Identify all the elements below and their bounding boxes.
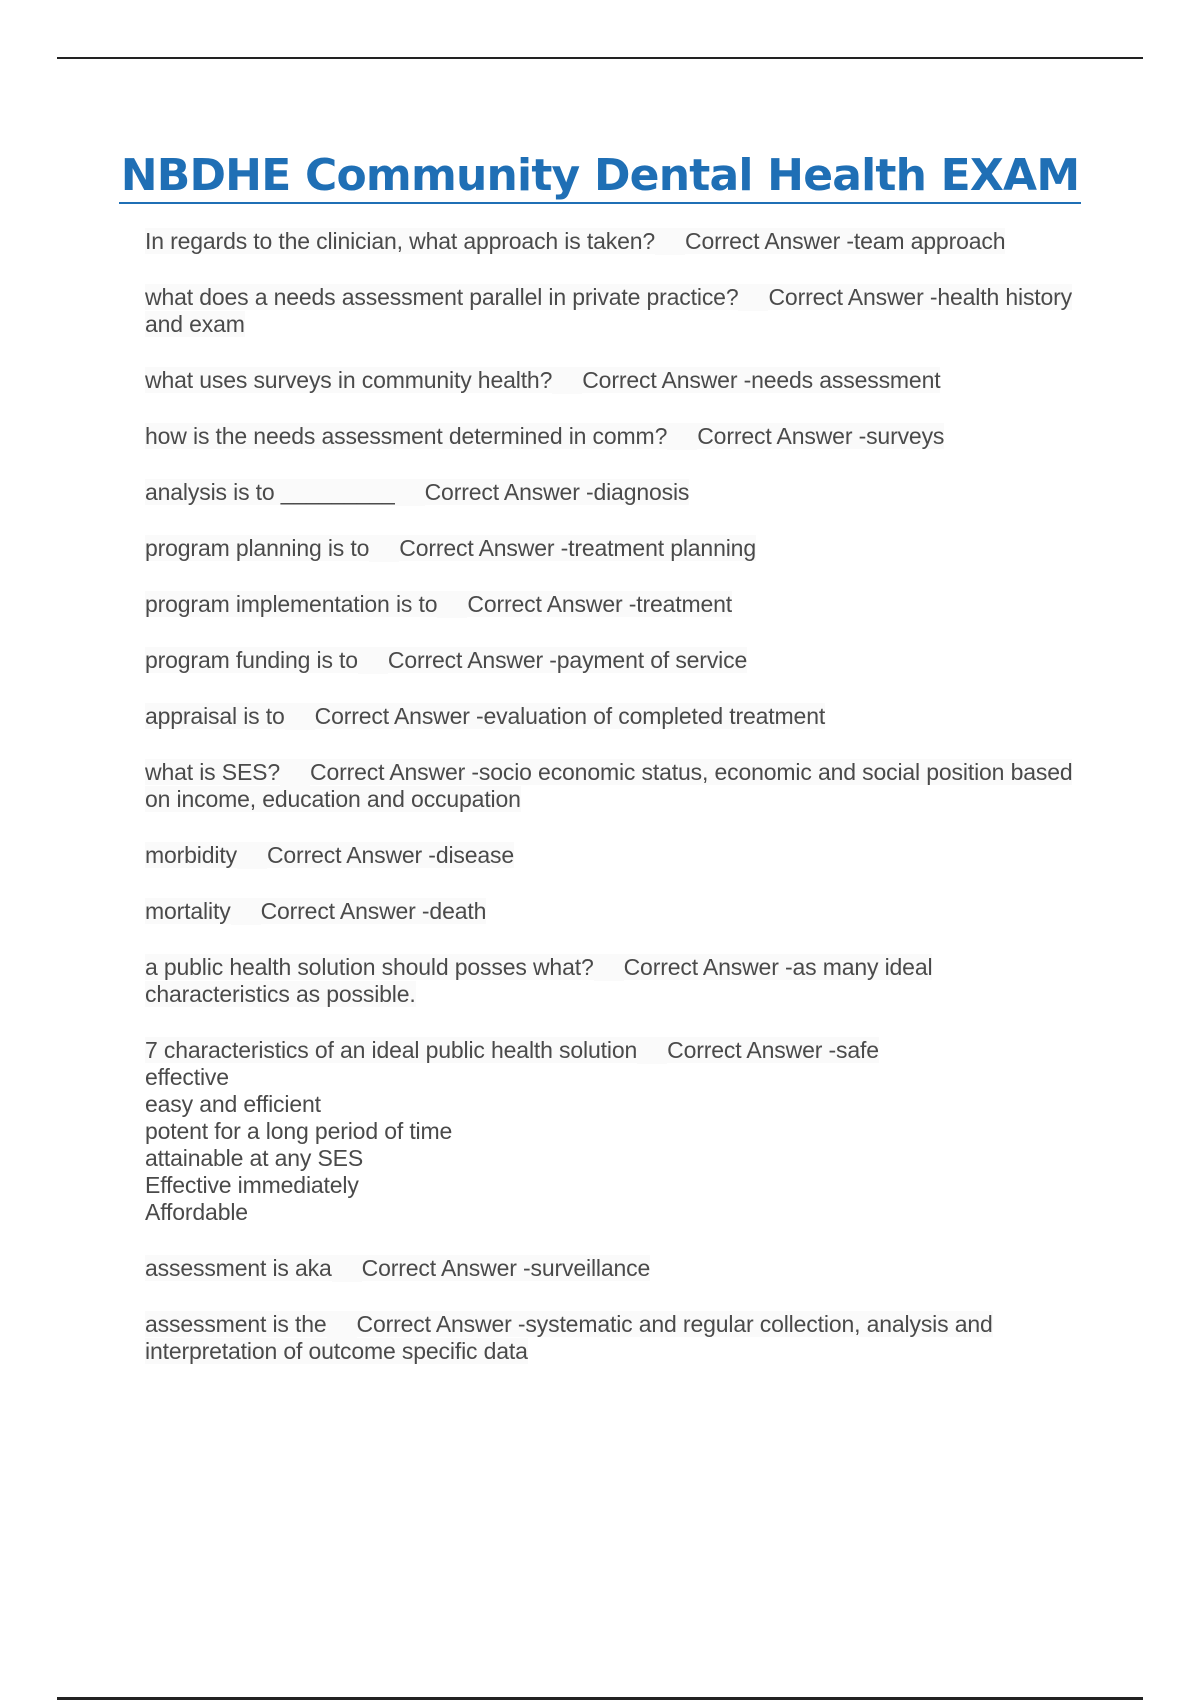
answer-text: Correct Answer -disease: [266, 842, 515, 868]
qa-item: [145, 647, 1075, 674]
answer-separator: [285, 703, 315, 730]
answer-separator: [594, 954, 624, 981]
qa-item: [145, 423, 1075, 450]
answer-separator: [437, 591, 467, 618]
qa-item: [145, 479, 1075, 506]
question-text: In regards to the clinician, what approach is taken?: [145, 228, 656, 254]
answer-separator: [369, 535, 399, 562]
answer-separator: [231, 898, 261, 925]
answer-text: Correct Answer -health history and exam: [145, 284, 1073, 337]
question-text: appraisal is to: [145, 703, 285, 729]
question-text: how is the needs assessment determined in comm?: [145, 423, 668, 449]
qa-item: [145, 842, 1075, 869]
question-text: program implementation is to: [145, 591, 438, 617]
qa-item: [145, 1255, 1075, 1282]
answer-text: Correct Answer -team approach: [685, 228, 1006, 254]
qa-item: [145, 535, 1075, 562]
answer-separator: [655, 228, 685, 255]
answer-separator: [358, 647, 388, 674]
question-text: a public health solution should posses what?: [145, 954, 594, 980]
answer-separator: [237, 842, 267, 869]
question-text: mortality: [145, 898, 231, 924]
answer-text: Correct Answer -death: [260, 898, 487, 924]
page-title-text: NBDHE Community Dental Health EXAM: [119, 150, 1082, 204]
answer-separator: [332, 1255, 362, 1282]
header-rule: [57, 57, 1143, 59]
answer-text: Correct Answer -safe: [667, 1037, 879, 1063]
answer-separator: [280, 759, 310, 786]
answer-separator: [738, 284, 768, 311]
answer-extra-line: Effective immediately: [145, 1172, 359, 1198]
answer-text: Correct Answer -diagnosis: [424, 479, 690, 505]
qa-list: [145, 228, 1075, 1394]
answer-text: Correct Answer -evaluation of completed treatment: [314, 703, 826, 729]
question-text: program planning is to: [145, 535, 370, 561]
answer-separator: [667, 423, 697, 450]
answer-text: Correct Answer -needs assessment: [582, 367, 941, 393]
answer-text: Correct Answer -socio economic status, economic and social position based on income, education and occupation: [145, 759, 1073, 812]
qa-item: [145, 954, 1075, 1008]
qa-item: [145, 367, 1075, 394]
answer-text: Correct Answer -as many ideal characteristics as possible.: [145, 954, 933, 1007]
question-text: what does a needs assessment parallel in private practice?: [145, 284, 739, 310]
question-text: what uses surveys in community health?: [145, 367, 553, 393]
answer-separator: [637, 1037, 667, 1064]
question-text: morbidity: [145, 842, 237, 868]
answer-extra-line: effective: [145, 1064, 229, 1090]
qa-item: [145, 284, 1075, 338]
question-text: analysis is to _________: [145, 479, 395, 505]
answer-extra-line: attainable at any SES: [145, 1145, 364, 1171]
question-text: what is SES?: [145, 759, 280, 785]
answer-separator: [327, 1311, 357, 1338]
qa-item: [145, 703, 1075, 730]
qa-item: [145, 759, 1075, 813]
qa-item: [145, 1311, 1075, 1365]
qa-item: [145, 228, 1075, 255]
answer-text: Correct Answer -payment of service: [387, 647, 748, 673]
question-text: assessment is aka: [145, 1255, 332, 1281]
qa-item: [145, 591, 1075, 618]
answer-text: Correct Answer -surveys: [697, 423, 945, 449]
answer-extra-line: easy and efficient: [145, 1091, 321, 1117]
qa-item: [145, 1037, 1075, 1226]
answer-separator: [552, 367, 582, 394]
answer-text: Correct Answer -treatment: [467, 591, 733, 617]
page-title: [0, 150, 1200, 204]
question-text: 7 characteristics of an ideal public health solution: [145, 1037, 638, 1063]
answer-text: Correct Answer -systematic and regular collection, analysis and interpretation of outcome specific data: [145, 1311, 993, 1364]
answer-separator: [395, 479, 425, 506]
question-text: assessment is the: [145, 1311, 327, 1337]
answer-text: Correct Answer -surveillance: [361, 1255, 651, 1281]
answer-extra-line: Affordable: [145, 1199, 248, 1225]
answer-extra-line: potent for a long period of time: [145, 1118, 453, 1144]
answer-text: Correct Answer -treatment planning: [399, 535, 756, 561]
qa-item: [145, 898, 1075, 925]
question-text: program funding is to: [145, 647, 358, 673]
